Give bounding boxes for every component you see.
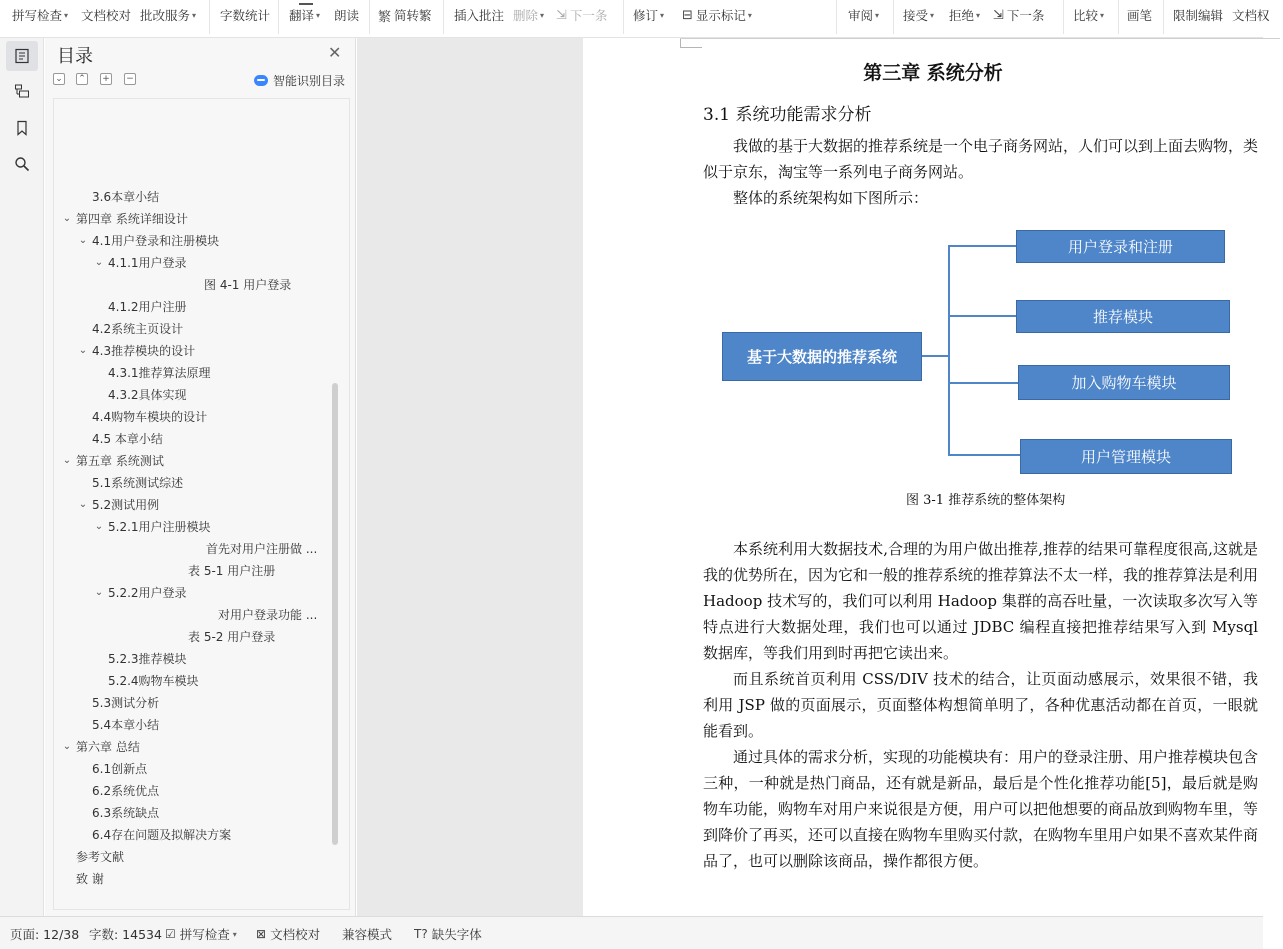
toc-item[interactable] — [188, 560, 275, 582]
page-margin-line — [680, 38, 1280, 39]
toolbar-divider — [1118, 0, 1119, 34]
toc-item-label: 5.1系统测试综述 — [92, 476, 184, 490]
toc-item[interactable] — [92, 472, 183, 494]
toc-item-label: 首先对用户注册做 ... — [206, 542, 318, 556]
chevron-down-icon: ▾ — [747, 10, 752, 20]
toc-item-label: 3.6本章小结 — [92, 190, 160, 204]
toc-item[interactable] — [108, 670, 199, 692]
toolbar-divider — [893, 0, 894, 34]
toc-item[interactable] — [78, 230, 220, 252]
translate-label: 翻译 — [289, 8, 315, 23]
pen-button[interactable] — [1127, 0, 1152, 30]
toc-item-label: 5.3测试分析 — [92, 696, 160, 710]
show-marks-icon: ⊟ — [682, 7, 693, 23]
toc-item[interactable] — [108, 362, 211, 384]
toc-item-label: 4.5 本章小结 — [92, 432, 163, 446]
insert-comment-label: 插入批注 — [454, 8, 505, 23]
paragraph-frontend: 而且系统首页利用 CSS/DIV 技术的结合，让页面动感展示，效果很不错，我利用 JSP 做的页面展示，页面整体构想简单明了，各种优惠活动都在首页，一眼就能看到。 — [703, 670, 1258, 740]
proof-icon: ⊠ — [256, 927, 267, 941]
toolbar-divider — [443, 0, 444, 34]
toc-item-label: 6.1创新点 — [92, 762, 148, 776]
diagram-connector — [948, 245, 1017, 247]
review-label: 审阅 — [848, 8, 874, 23]
chevron-down-icon[interactable]: ⌄ — [94, 257, 104, 268]
paragraph-intro: 我做的基于大数据的推荐系统是一个电子商务网站，人们可以到上面去购物，类似于京东，淘宝等一系列电子商务网站。 — [703, 137, 1259, 181]
spell-check-label: 拼写检查 — [12, 8, 63, 23]
document-area — [357, 38, 1263, 916]
compare-label: 比较 — [1073, 8, 1099, 23]
status-spell-check[interactable] — [165, 925, 237, 943]
robot-icon — [254, 75, 268, 86]
word-count-label: 字数统计 — [220, 8, 271, 23]
toc-item[interactable] — [62, 736, 140, 758]
toolbar-divider — [369, 0, 370, 34]
smart-recognize-label: 智能识别目录 — [273, 74, 346, 88]
chapter-title: 第三章 系统分析 — [863, 62, 1003, 84]
toolbar-divider — [209, 0, 210, 34]
next-change-icon: ⇲ — [993, 7, 1004, 23]
reject-button[interactable] — [949, 0, 980, 30]
close-icon[interactable]: ✕ — [328, 43, 342, 62]
status-doc-proof[interactable] — [256, 925, 320, 943]
toc-item-label: 5.2测试用例 — [92, 498, 160, 512]
toc-item[interactable] — [108, 296, 187, 318]
toc-item-label: 5.2.4购物车模块 — [108, 674, 199, 688]
smart-recognize-button[interactable] — [254, 72, 345, 89]
review-button[interactable] — [848, 0, 879, 30]
document-page[interactable] — [583, 38, 1283, 916]
chevron-down-icon[interactable]: ⌄ — [94, 521, 104, 532]
diagram-root-box: 基于大数据的推荐系统 — [722, 332, 922, 381]
toc-scrollbar[interactable] — [332, 383, 338, 845]
left-nav-strip — [0, 38, 44, 916]
toc-item[interactable] — [92, 714, 159, 736]
diagram-child-user-mgmt: 用户管理模块 — [1020, 439, 1232, 474]
read-aloud-button[interactable] — [334, 0, 359, 30]
next-change-button[interactable] — [993, 0, 1044, 30]
restrict-edit-button[interactable] — [1173, 0, 1223, 30]
toc-item[interactable] — [92, 692, 159, 714]
chevron-down-icon: ▾ — [875, 10, 880, 20]
toc-item[interactable] — [78, 340, 196, 362]
chevron-down-icon[interactable]: ⌄ — [62, 213, 72, 224]
toc-item[interactable] — [92, 186, 159, 208]
batch-service-button[interactable] — [140, 0, 196, 30]
diagram-connector — [948, 245, 950, 455]
toolbar-divider — [836, 0, 837, 34]
accept-label: 接受 — [903, 8, 929, 23]
diagram-connector — [922, 355, 949, 357]
diagram-child-recommend: 推荐模块 — [1016, 300, 1230, 333]
chevron-down-icon[interactable]: ⌄ — [62, 741, 72, 752]
toc-item-label: 图 4-1 用户登录 — [204, 278, 292, 292]
checkbox-icon: ☑ — [165, 927, 176, 941]
doc-permission-label: 文档权 — [1232, 8, 1270, 23]
chevron-down-icon[interactable]: ⌄ — [78, 345, 88, 356]
toc-item-label: 4.3推荐模块的设计 — [92, 344, 196, 358]
accept-button[interactable] — [903, 0, 934, 30]
paragraph-architecture-lead: 整体的系统架构如下图所示： — [733, 189, 929, 207]
diagram-child-login: 用户登录和注册 — [1016, 230, 1225, 263]
toc-item-label: 4.1用户登录和注册模块 — [92, 234, 220, 248]
compare-button[interactable] — [1073, 0, 1104, 30]
reject-label: 拒绝 — [949, 8, 975, 23]
toc-item-label: 对用户登录功能 ... — [218, 608, 318, 622]
page-margin-marker — [680, 38, 702, 48]
toc-item-label: 参考文献 — [76, 850, 125, 864]
toc-item-label: 6.4存在问题及拟解决方案 — [92, 828, 232, 842]
toc-item[interactable] — [92, 758, 147, 780]
toc-item[interactable] — [92, 802, 159, 824]
status-bar — [0, 916, 1263, 949]
show-marks-label: 显示标记 — [695, 8, 746, 23]
compat-mode-indicator: 兼容模式 — [342, 927, 393, 942]
toc-item-label: 6.2系统优点 — [92, 784, 160, 798]
toc-list — [53, 98, 350, 910]
chapter-nav-button[interactable] — [6, 76, 38, 106]
spell-check-button[interactable] — [12, 0, 68, 30]
chevron-down-icon[interactable]: ⌄ — [94, 587, 104, 598]
bookmark-icon — [14, 120, 30, 136]
chevron-down-icon: ▾ — [316, 10, 321, 20]
chevron-down-icon: ▾ — [976, 10, 981, 20]
toc-item[interactable] — [92, 780, 159, 802]
chevron-down-icon: ▾ — [64, 10, 69, 20]
toc-item[interactable] — [92, 428, 163, 450]
toc-item-label: 4.1.2用户注册 — [108, 300, 187, 314]
toolbar-divider — [1163, 0, 1164, 34]
delete-comment-button[interactable] — [513, 0, 544, 30]
toc-item[interactable] — [94, 252, 187, 274]
toc-item-label: 4.1.1用户登录 — [108, 256, 187, 270]
toolbar-divider — [623, 0, 624, 34]
toc-item[interactable] — [62, 450, 164, 472]
toc-item[interactable] — [218, 604, 317, 626]
toc-item[interactable] — [62, 208, 188, 230]
toc-item[interactable] — [206, 538, 317, 560]
diagram-connector — [948, 315, 1017, 317]
translate-button[interactable] — [289, 0, 320, 30]
doc-proof-label: 文档校对 — [81, 8, 132, 23]
paragraph-modules: 通过具体的需求分析，实现的功能模块有：用户的登录注册、用户推荐模块包含三种，一种就是热门商品，还有就是新品，最后是个性化推荐功能[5]，最后就是购物车功能，购物车对用户来说很是方便，用户可以把他想要的商品放到购物车里，等到降价了再买，还可以直接在购物车里购买付款，在购物车里用户如果不喜欢某件商品了，也可以删除该商品，操作都很方便。 — [703, 748, 1259, 870]
search-icon — [14, 156, 30, 172]
word-count-indicator[interactable]: 字数: 14534 — [89, 927, 162, 942]
read-aloud-label: 朗读 — [334, 8, 360, 23]
font-icon: T? — [414, 927, 428, 941]
expand-up-icon[interactable]: ⌃ — [76, 73, 88, 85]
toc-item[interactable] — [188, 626, 275, 648]
toc-item-label: 第四章 系统详细设计 — [76, 212, 188, 226]
toolbar-divider — [1063, 0, 1064, 34]
doc-permission-button[interactable] — [1232, 0, 1270, 30]
trad-simp-label: 简转繁 — [394, 8, 432, 23]
page-indicator[interactable]: 页面: 12/38 — [10, 927, 80, 942]
toc-item-label: 表 5-2 用户登录 — [188, 630, 276, 644]
show-marks-button[interactable] — [682, 0, 752, 30]
chevron-down-icon: ▾ — [232, 929, 237, 939]
toolbar-divider — [278, 0, 279, 34]
collapse-all-icon[interactable]: ⌄ — [53, 73, 65, 85]
toc-item-label: 致 谢 — [76, 872, 104, 886]
toc-item-label: 4.3.1推荐算法原理 — [108, 366, 211, 380]
chevron-down-icon: ▾ — [540, 10, 545, 20]
chapter-nav-icon — [14, 83, 30, 99]
batch-service-label: 批改服务 — [140, 8, 191, 23]
toc-item[interactable] — [108, 648, 187, 670]
next-comment-button[interactable] — [556, 0, 607, 30]
toc-item-label: 6.3系统缺点 — [92, 806, 160, 820]
toc-item[interactable] — [92, 406, 207, 428]
revise-button[interactable] — [633, 0, 664, 30]
toc-item-label: 第五章 系统测试 — [76, 454, 164, 468]
toc-panel — [45, 38, 356, 916]
toc-item[interactable] — [76, 846, 124, 868]
next-change-label: 下一条 — [1006, 8, 1045, 23]
restrict-edit-label: 限制编辑 — [1173, 8, 1224, 23]
missing-font-label: 缺失字体 — [431, 927, 482, 942]
next-comment-icon: ⇲ — [556, 7, 567, 23]
toc-item-label: 4.3.2具体实现 — [108, 388, 187, 402]
toc-item[interactable] — [94, 516, 211, 538]
toc-item[interactable] — [78, 494, 160, 516]
pen-label: 画笔 — [1127, 8, 1153, 23]
chevron-down-icon[interactable]: ⌄ — [62, 455, 72, 466]
remove-item-icon[interactable]: − — [124, 73, 136, 85]
toc-item[interactable] — [204, 274, 291, 296]
chevron-down-icon: ▾ — [1100, 10, 1105, 20]
toc-item-label: 4.4购物车模块的设计 — [92, 410, 208, 424]
toc-item-label: 表 5-1 用户注册 — [188, 564, 276, 578]
chevron-down-icon: ▾ — [660, 10, 665, 20]
figure-caption: 图 3-1 推荐系统的整体架构 — [906, 493, 1066, 508]
toc-item[interactable] — [76, 868, 104, 890]
diagram-child-cart: 加入购物车模块 — [1018, 365, 1230, 400]
next-comment-label: 下一条 — [569, 8, 608, 23]
ribbon-toolbar — [0, 0, 1270, 38]
toc-item-label: 5.2.3推荐模块 — [108, 652, 187, 666]
toc-item[interactable] — [92, 824, 231, 846]
delete-label: 删除 — [513, 8, 539, 23]
status-spell-check-label: 拼写检查 — [179, 927, 230, 942]
toc-panel-button[interactable] — [6, 41, 38, 71]
bookmark-button[interactable] — [6, 113, 38, 143]
diagram-connector — [948, 382, 1019, 384]
toc-item-label: 5.4本章小结 — [92, 718, 160, 732]
status-doc-proof-label: 文档校对 — [270, 927, 321, 942]
toc-item-label: 5.2.2用户登录 — [108, 586, 187, 600]
word-count-button[interactable] — [220, 0, 270, 30]
toc-item[interactable] — [94, 582, 187, 604]
chevron-down-icon[interactable]: ⌄ — [78, 499, 88, 510]
toc-item[interactable] — [108, 384, 187, 406]
toc-title: 目录 — [57, 46, 93, 67]
missing-font-button[interactable] — [414, 925, 482, 943]
revise-label: 修订 — [633, 8, 659, 23]
paragraph-bigdata: 本系统利用大数据技术,合理的为用户做出推荐,推荐的结果可靠程度很高,这就是我的优势所在，因为它和一般的推荐系统的推荐算法不太一样，我的推荐算法是利用 Hadoop 技术写的，我们可以利用 Hadoop 集群的高吞吐量，一次读取多次写入等特点进行大数据处理，我们也可以通过 JDBC 编程直接把推荐结果写入到 Mysql 数据库，等我们用到时再把它读出来。 — [703, 540, 1259, 662]
toc-item-label: 第六章 总结 — [76, 740, 140, 754]
add-item-icon[interactable]: + — [100, 73, 112, 85]
toc-item-label: 4.2系统主页设计 — [92, 322, 184, 336]
trad-simp-button[interactable] — [378, 0, 432, 30]
doc-proof-button[interactable] — [81, 0, 131, 30]
search-button[interactable] — [6, 149, 38, 179]
chevron-down-icon: ▾ — [192, 10, 197, 20]
toc-icon — [14, 48, 30, 64]
convert-icon: 繁 — [378, 9, 392, 25]
toc-item-label: 5.2.1用户注册模块 — [108, 520, 211, 534]
chevron-down-icon[interactable]: ⌄ — [78, 235, 88, 246]
diagram-connector — [948, 454, 1021, 456]
chevron-down-icon: ▾ — [930, 10, 935, 20]
section-title: 3.1 系统功能需求分析 — [703, 105, 872, 125]
toc-item[interactable] — [92, 318, 183, 340]
insert-comment-button[interactable] — [454, 0, 504, 30]
